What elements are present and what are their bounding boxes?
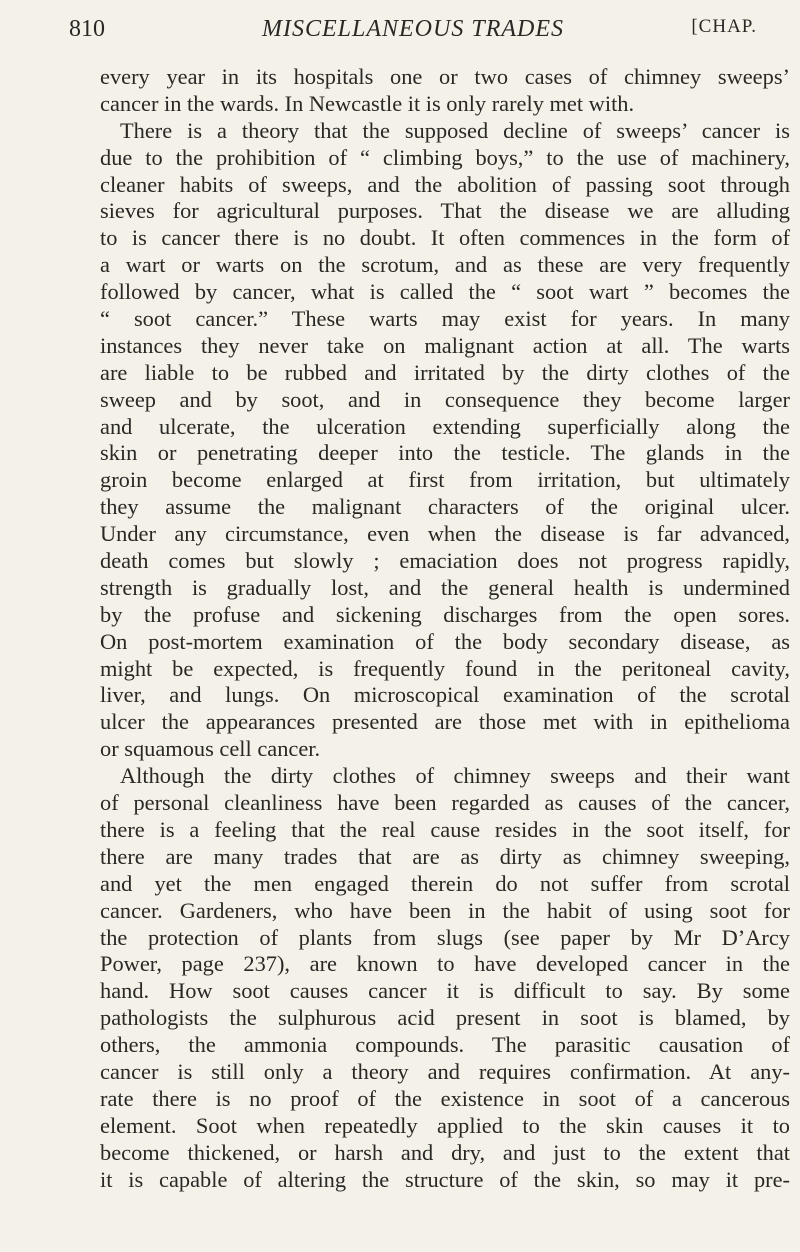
text-line: skin or penetrating deeper into the testicle. The glands in the	[100, 440, 790, 466]
text-line: there are many trades that are as dirty as chimney sweeping,	[100, 843, 790, 869]
text-line: cancer. Gardeners, who have been in the habit of using soot for	[100, 897, 790, 923]
text-line: sieves for agricultural purposes. That the disease we are alluding	[100, 198, 790, 224]
text-line: might be expected, is frequently found in the peritoneal cavity,	[100, 655, 790, 681]
text-line: they assume the malignant characters of the original ulcer.	[100, 494, 790, 520]
text-line: instances they never take on malignant action at all. The warts	[100, 332, 790, 358]
text-line: due to the prohibition of “ climbing boys,” to the use of machinery,	[100, 144, 790, 170]
text-line: cancer in the wards. In Newcastle it is only rarely met with.	[100, 90, 635, 116]
text-line: followed by cancer, what is called the “ soot wart ” becomes the	[100, 279, 790, 305]
text-line: Under any circumstance, even when the disease is far advanced,	[100, 521, 790, 547]
text-line: or squamous cell cancer.	[100, 736, 321, 762]
text-line: On post-mortem examination of the body secondary disease, as	[100, 628, 790, 654]
text-line: the protection of plants from slugs (see paper by Mr D’Arcy	[100, 924, 790, 950]
text-line: ulcer the appearances presented are those met with in epithelioma	[100, 709, 790, 735]
text-line: and yet the men engaged therein do not suffer from scrotal	[100, 870, 790, 896]
text-line: strength is gradually lost, and the general health is undermined	[100, 574, 790, 600]
running-title: MISCELLANEOUS TRADES	[262, 16, 564, 42]
text-line: “ soot cancer.” These warts may exist for years. In many	[100, 306, 790, 332]
text-line: cancer is still only a theory and requires confirmation. At any-	[100, 1058, 790, 1084]
text-line: pathologists the sulphurous acid present in soot is blamed, by	[100, 1005, 790, 1031]
text-line: there is a feeling that the real cause resides in the soot itself, for	[100, 816, 790, 842]
text-line: sweep and by soot, and in consequence they become larger	[100, 386, 790, 412]
body-text	[100, 64, 790, 1193]
text-line: others, the ammonia compounds. The parasitic causation of	[100, 1032, 790, 1058]
text-line: every year in its hospitals one or two cases of chimney sweeps’	[100, 64, 790, 89]
text-line: a wart or warts on the scrotum, and as these are very frequently	[100, 252, 790, 278]
paragraph-1	[100, 64, 790, 118]
text-line: and ulcerate, the ulceration extending superficially along the	[100, 413, 790, 439]
text-line: to is cancer there is no doubt. It often commences in the form of	[100, 225, 790, 251]
text-line: hand. How soot causes cancer it is difficult to say. By some	[100, 978, 790, 1004]
text-line: death comes but slowly ; emaciation does not progress rapidly,	[100, 548, 790, 574]
text-line: are liable to be rubbed and irritated by the dirty clothes of the	[100, 359, 790, 385]
paragraph-2	[100, 118, 790, 763]
text-line: Power, page 237), are known to have developed cancer in the	[100, 951, 790, 977]
running-head	[69, 10, 757, 44]
page-number: 810	[69, 16, 105, 42]
chapter-marker: [CHAP.	[691, 16, 757, 37]
text-line: element. Soot when repeatedly applied to the skin causes it to	[100, 1112, 790, 1138]
text-line: There is a theory that the supposed decline of sweeps’ cancer is	[120, 117, 790, 143]
text-line: Although the dirty clothes of chimney sweeps and their want	[120, 763, 790, 789]
text-line: rate there is no proof of the existence in soot of a cancerous	[100, 1085, 790, 1111]
text-line: of personal cleanliness have been regarded as causes of the cancer,	[100, 790, 790, 816]
text-line: liver, and lungs. On microscopical examination of the scrotal	[100, 682, 790, 708]
text-line: by the profuse and sickening discharges from the open sores.	[100, 601, 790, 627]
text-line: become thickened, or harsh and dry, and just to the extent that	[100, 1139, 790, 1165]
text-line: it is capable of altering the structure of the skin, so may it pre-	[100, 1166, 790, 1192]
text-line: cleaner habits of sweeps, and the abolition of passing soot through	[100, 171, 790, 197]
text-line: groin become enlarged at first from irritation, but ultimately	[100, 467, 790, 493]
paragraph-3	[100, 763, 790, 1193]
